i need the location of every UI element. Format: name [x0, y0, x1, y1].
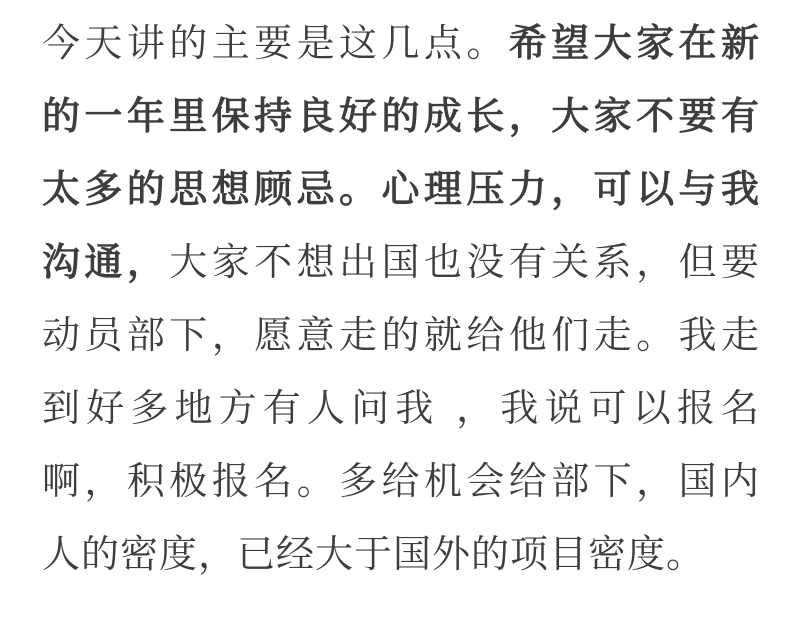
- bold-text-segment: 太多的思想顾忌。心理压力，可以与我: [42, 169, 760, 211]
- text-line: [42, 227, 760, 300]
- text-segment: 动员部下，愿意走的就给他们走。我走: [42, 315, 760, 357]
- text-segment: 啊，积极报名。多给机会给部下，国内: [42, 461, 760, 503]
- text-line: [42, 81, 760, 154]
- text-segment: 到好多地方有人问我 ，我说可以报名: [42, 388, 760, 430]
- bold-text-segment: 希望大家在新: [508, 23, 760, 65]
- bold-text-segment: 的一年里保持良好的成长，大家不要有: [42, 96, 760, 138]
- text-line: [42, 300, 760, 373]
- text-line: [42, 8, 760, 81]
- text-line: [42, 519, 760, 592]
- text-line: [42, 154, 760, 227]
- text-segment: 人的密度，已经大于国外的项目密度。: [42, 534, 706, 576]
- text-line: [42, 446, 760, 519]
- text-segment: 大家不想出国也没有关系，但要: [169, 242, 760, 284]
- text-segment: 今天讲的主要是这几点。: [42, 23, 509, 65]
- bold-text-segment: 沟通，: [42, 242, 170, 284]
- text-line: [42, 373, 760, 446]
